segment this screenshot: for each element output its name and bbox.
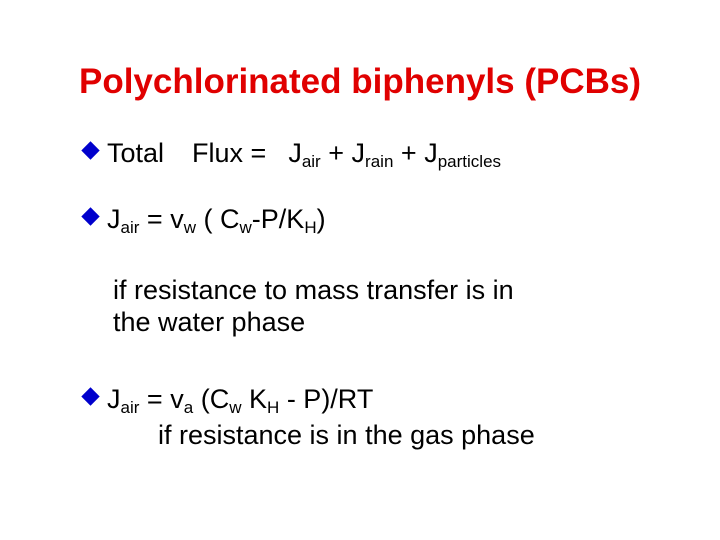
bullet-jair-water	[84, 204, 326, 235]
a-subscript: a	[183, 398, 194, 417]
note-line: if resistance to mass transfer is in	[113, 275, 514, 305]
v-symbol: v	[170, 384, 184, 414]
diamond-bullet-icon	[81, 141, 99, 159]
h-subscript: H	[304, 218, 317, 237]
air-subscript: air	[120, 398, 140, 417]
j-rain-symbol: J	[351, 138, 366, 168]
w-subscript: w	[183, 218, 196, 237]
flux-label: Flux =	[192, 138, 267, 168]
air-subscript: air	[120, 218, 140, 237]
j-particles-symbol: J	[424, 138, 438, 168]
plus-sign: +	[328, 138, 345, 168]
open-paren-c: ( C	[203, 204, 240, 234]
air-subscript: air	[301, 152, 321, 171]
w-subscript: w	[229, 398, 242, 417]
w-subscript: w	[239, 218, 252, 237]
equals-sign: =	[146, 384, 163, 414]
note-line: the water phase	[113, 307, 306, 337]
diamond-bullet-icon	[81, 387, 99, 405]
total-label: Total	[107, 138, 165, 168]
minus-p-over-rt: - P)/RT	[286, 384, 374, 414]
v-symbol: v	[170, 204, 184, 234]
bullet-jair-gas	[84, 384, 373, 415]
open-paren-c: (C	[200, 384, 230, 414]
minus-p-over-k: -P/K	[251, 204, 305, 234]
j-air-symbol: J	[107, 204, 121, 234]
k-symbol: K	[249, 384, 268, 414]
slide-title: Polychlorinated biphenyls (PCBs)	[78, 62, 642, 101]
j-air-symbol: J	[288, 138, 302, 168]
close-paren: )	[316, 204, 326, 234]
rain-subscript: rain	[365, 152, 394, 171]
equals-sign: =	[146, 204, 163, 234]
gas-phase-note: if resistance is in the gas phase	[158, 420, 535, 450]
bullet-total-flux	[84, 138, 501, 169]
water-phase-note	[113, 274, 514, 338]
h-subscript: H	[267, 398, 280, 417]
plus-sign: +	[400, 138, 417, 168]
j-air-symbol: J	[107, 384, 121, 414]
particles-subscript: particles	[437, 152, 502, 171]
diamond-bullet-icon	[81, 207, 99, 225]
